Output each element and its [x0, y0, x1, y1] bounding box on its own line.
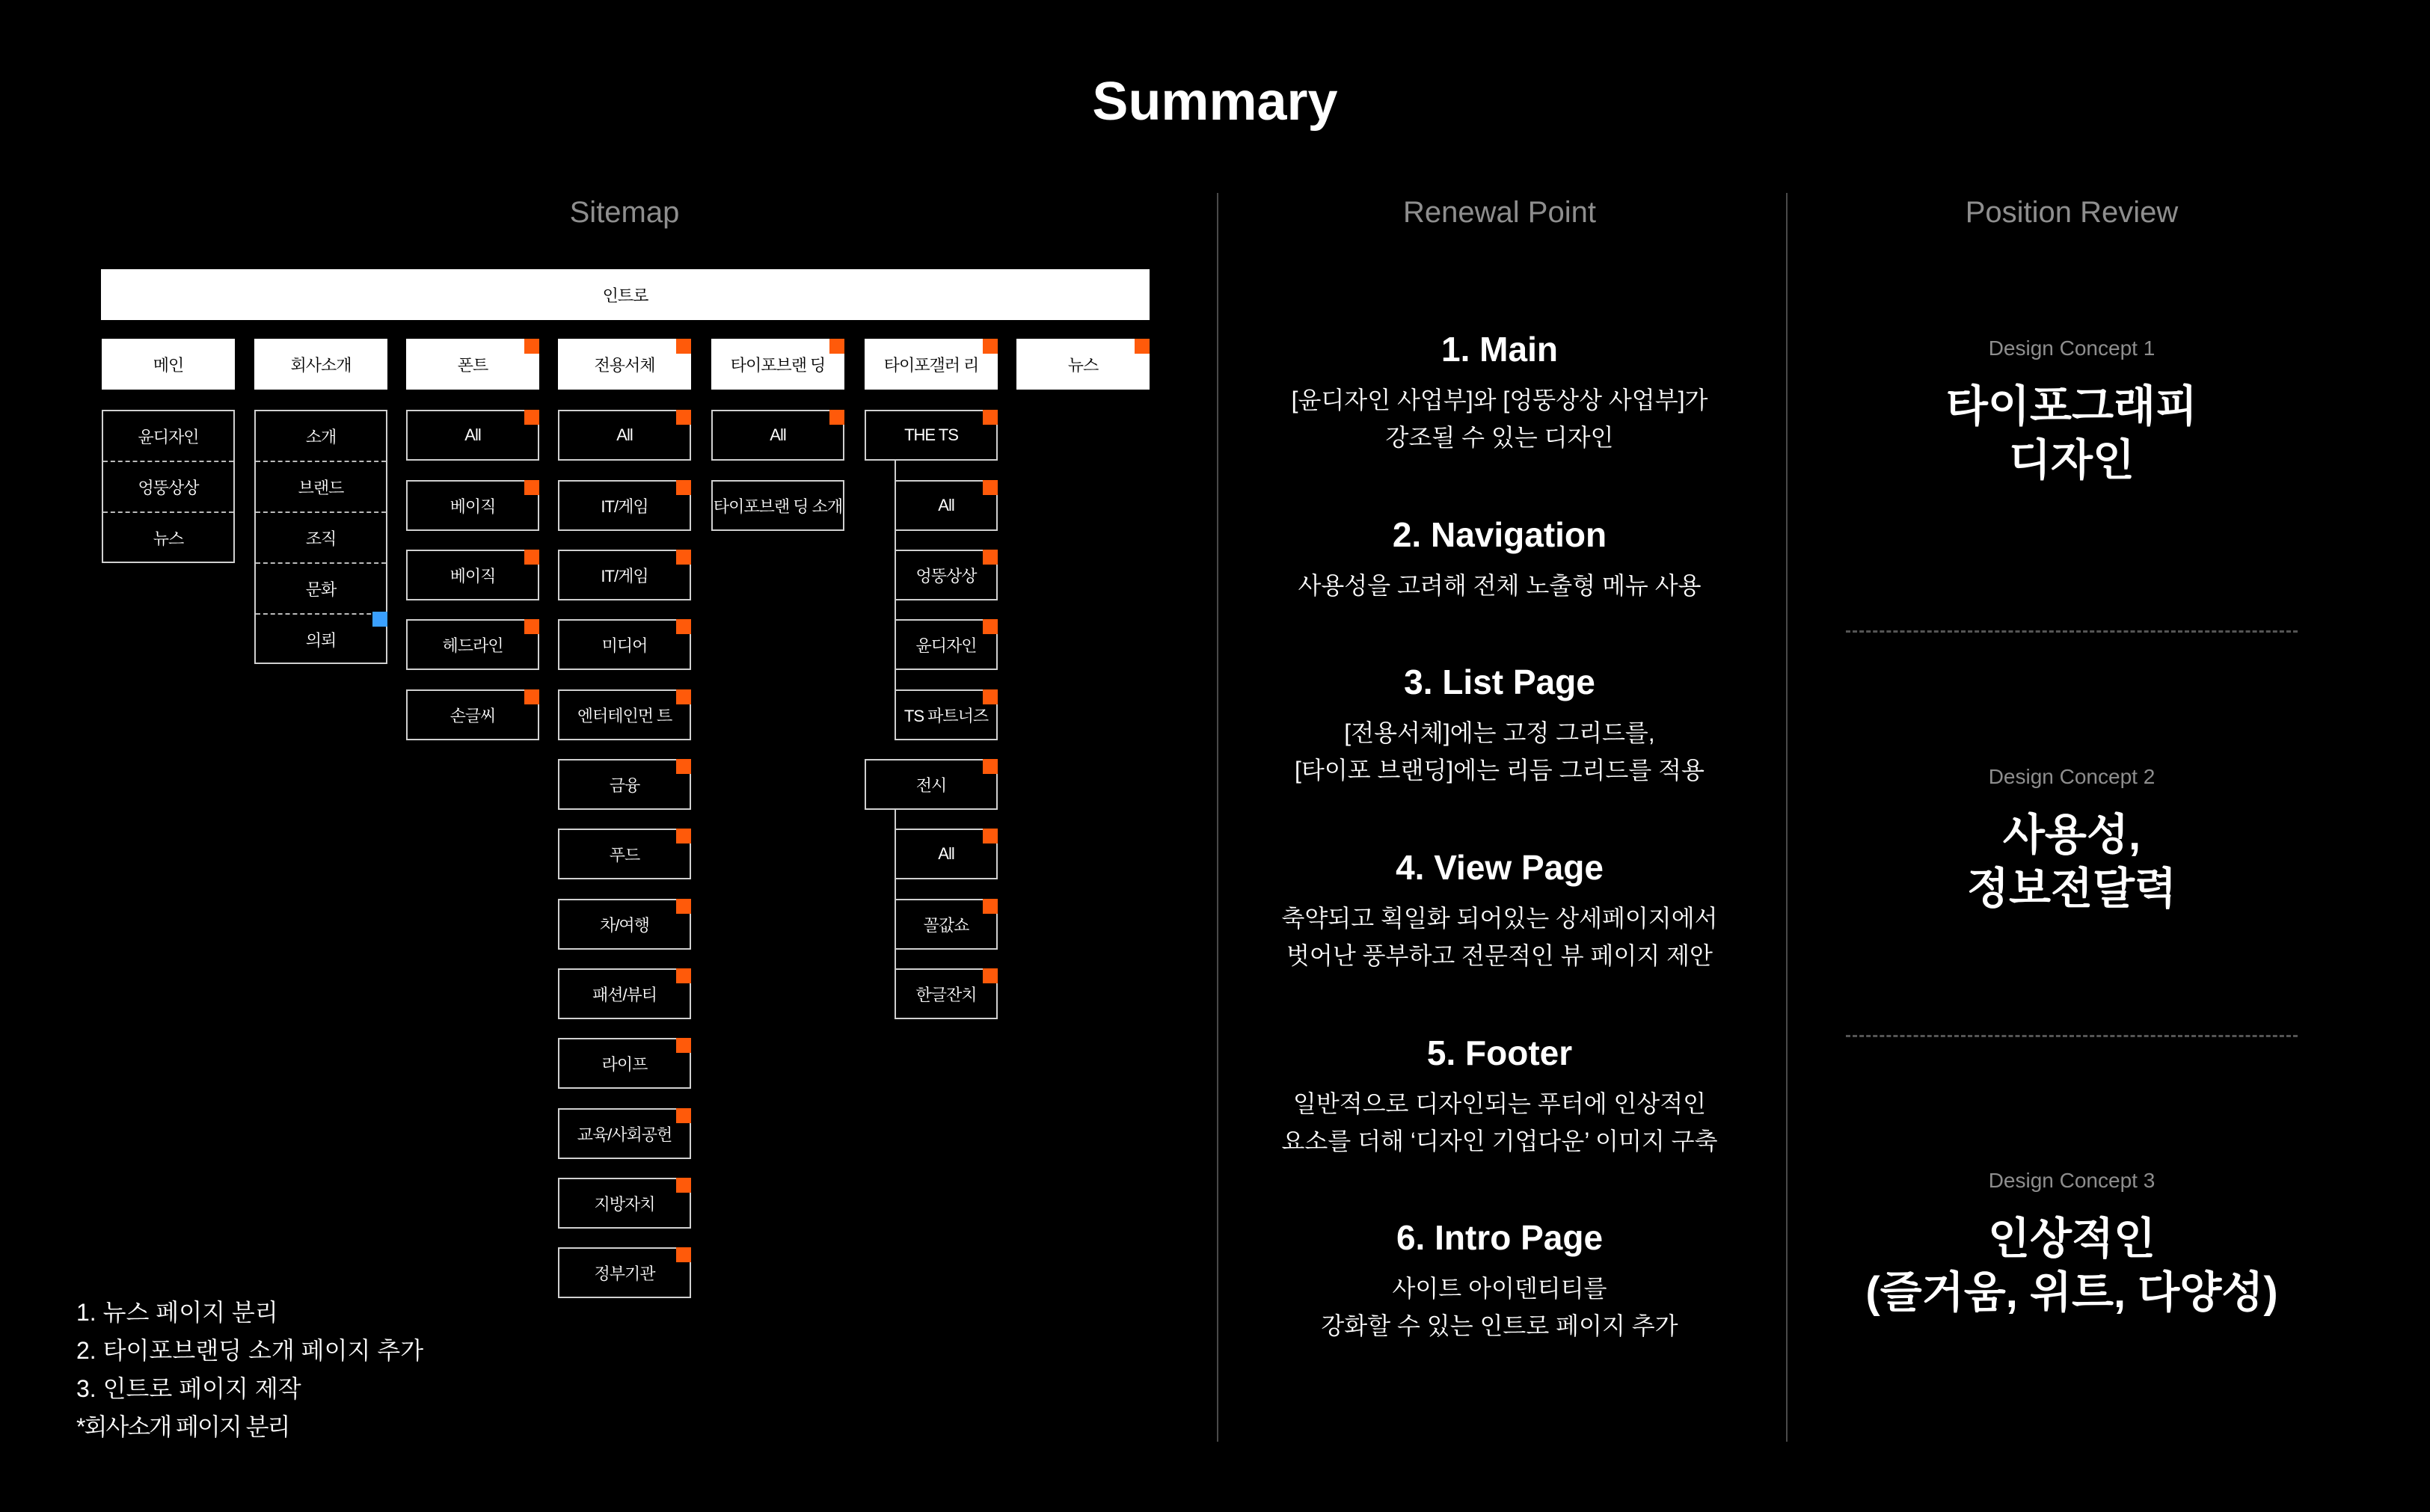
update-marker: [983, 410, 998, 425]
sitemap-note: 2. 타이포브랜딩 소개 페이지 추가: [76, 1337, 424, 1364]
submenu-item[interactable]: 뉴스: [153, 529, 184, 548]
renewal-point-text: 강조될 수 있는 디자인: [1385, 424, 1614, 451]
design-concept-text: 타이포그래피: [1945, 382, 2198, 431]
concept-divider: [1846, 1035, 2298, 1037]
gallery-group-exhibition[interactable]: 전시: [865, 759, 998, 810]
custom-font-item[interactable]: 교육/사회공헌: [558, 1108, 691, 1159]
update-marker: [676, 339, 691, 354]
main-submenu: [102, 410, 235, 563]
nav-typo-gallery[interactable]: 타이포갤러 리: [865, 339, 998, 390]
update-marker: [676, 619, 691, 634]
renewal-point-text: [타이포 브랜딩]에는 리듬 그리드를 적용: [1295, 757, 1705, 784]
sitemap-note: *회사소개 페이지 분리: [76, 1413, 289, 1440]
font-item[interactable]: All: [406, 410, 539, 461]
gallery-item[interactable]: 윤디자인: [895, 619, 998, 670]
custom-font-item[interactable]: 차/여행: [558, 899, 691, 950]
nav-news[interactable]: 뉴스: [1016, 339, 1150, 390]
update-marker: [676, 968, 691, 983]
update-marker: [983, 899, 998, 914]
nav-typo-branding[interactable]: 타이포브랜 딩: [711, 339, 844, 390]
highlight-marker: [372, 612, 387, 627]
update-marker: [676, 1247, 691, 1262]
update-marker: [676, 899, 691, 914]
typo-branding-item[interactable]: All: [711, 410, 844, 461]
typo-branding-item[interactable]: 타이포브랜 딩 소개: [711, 480, 844, 531]
custom-font-item[interactable]: 미디어: [558, 619, 691, 670]
update-marker: [524, 480, 539, 495]
submenu-item[interactable]: 엉뚱상상: [138, 478, 199, 497]
update-marker: [676, 480, 691, 495]
position-heading: Position Review: [1965, 196, 2179, 229]
renewal-point-title: 1. Main: [1441, 330, 1558, 369]
custom-font-item[interactable]: IT/게임: [558, 550, 691, 600]
update-marker: [676, 1108, 691, 1123]
submenu-item[interactable]: 브랜드: [298, 478, 344, 497]
renewal-point-title: 4. View Page: [1396, 848, 1604, 887]
gallery-item[interactable]: All: [895, 829, 998, 879]
design-concept-label: Design Concept 2: [1988, 765, 2156, 788]
custom-font-item[interactable]: 엔터테인먼 트: [558, 689, 691, 740]
design-concept-label: Design Concept 3: [1988, 1169, 2156, 1192]
custom-font-item[interactable]: 푸드: [558, 829, 691, 879]
update-marker: [983, 550, 998, 565]
update-marker: [983, 968, 998, 983]
custom-font-item[interactable]: IT/게임: [558, 480, 691, 531]
renewal-point-title: 2. Navigation: [1392, 515, 1607, 554]
gallery-item[interactable]: 한글잔치: [895, 968, 998, 1019]
custom-font-item[interactable]: 라이프: [558, 1038, 691, 1089]
gallery-group-the-ts[interactable]: THE TS: [865, 410, 998, 461]
update-marker: [524, 619, 539, 634]
nav-main[interactable]: 메인: [102, 339, 235, 390]
gallery-item[interactable]: TS 파트너즈: [895, 689, 998, 740]
design-concept-text: 사용성,: [2002, 811, 2141, 859]
design-concept-text: (즐거움, 위트, 다양성): [1865, 1268, 2278, 1317]
submenu-item[interactable]: 조직: [305, 529, 337, 548]
nav-company[interactable]: 회사소개: [254, 339, 387, 390]
sitemap-root-intro[interactable]: 인트로: [101, 269, 1150, 320]
gallery-item[interactable]: 엉뚱상상: [895, 550, 998, 600]
design-concept-text: 정보전달력: [1966, 864, 2177, 913]
renewal-heading: Renewal Point: [1403, 196, 1596, 229]
gallery-item[interactable]: 꼴값쇼: [895, 899, 998, 950]
custom-font-item[interactable]: 정부기관: [558, 1247, 691, 1298]
renewal-point-title: 5. Footer: [1426, 1033, 1573, 1072]
sitemap-heading: Sitemap: [569, 196, 680, 229]
update-marker: [983, 689, 998, 704]
update-marker: [983, 829, 998, 843]
custom-font-item[interactable]: All: [558, 410, 691, 461]
font-item[interactable]: 손글씨: [406, 689, 539, 740]
update-marker: [524, 689, 539, 704]
sitemap-note: 3. 인트로 페이지 제작: [76, 1375, 301, 1402]
design-concept-label: Design Concept 1: [1988, 336, 2156, 360]
submenu-item[interactable]: 윤디자인: [138, 427, 199, 446]
update-marker: [524, 550, 539, 565]
design-concept-text: 인상적인: [1987, 1214, 2156, 1263]
concept-divider: [1846, 630, 2298, 633]
update-marker: [676, 550, 691, 565]
renewal-point-title: 6. Intro Page: [1396, 1218, 1604, 1257]
update-marker: [1135, 339, 1150, 354]
update-marker: [676, 689, 691, 704]
font-item[interactable]: 베이직: [406, 480, 539, 531]
renewal-point-text: [전용서체]에는 고정 그리드를,: [1344, 719, 1655, 746]
font-item[interactable]: 헤드라인: [406, 619, 539, 670]
gallery-item[interactable]: All: [895, 480, 998, 531]
update-marker: [676, 1178, 691, 1193]
submenu-item[interactable]: 문화: [305, 580, 337, 599]
sitemap-note: 1. 뉴스 페이지 분리: [76, 1299, 278, 1326]
column-divider: [1217, 193, 1218, 1442]
update-marker: [983, 339, 998, 354]
nav-font[interactable]: 폰트: [406, 339, 539, 390]
renewal-point-text: 축약되고 획일화 되어있는 상세페이지에서: [1281, 905, 1718, 932]
update-marker: [829, 410, 844, 425]
renewal-point-text: 요소를 더해 ‘디자인 기업다운’ 이미지 구축: [1281, 1128, 1718, 1155]
custom-font-item[interactable]: 금융: [558, 759, 691, 810]
renewal-point-text: 일반적으로 디자인되는 푸터에 인상적인: [1292, 1090, 1707, 1117]
nav-custom-font[interactable]: 전용서체: [558, 339, 691, 390]
update-marker: [676, 759, 691, 774]
font-item[interactable]: 베이직: [406, 550, 539, 600]
submenu-item[interactable]: 소개: [305, 427, 337, 446]
renewal-point-text: 사용성을 고려해 전체 노출형 메뉴 사용: [1298, 572, 1702, 599]
design-concept-text: 디자인: [2008, 436, 2135, 485]
update-marker: [829, 339, 844, 354]
company-submenu: [254, 410, 387, 664]
update-marker: [524, 339, 539, 354]
submenu-item[interactable]: 의뢰: [305, 630, 337, 650]
renewal-point-title: 3. List Page: [1404, 663, 1595, 701]
update-marker: [983, 759, 998, 774]
update-marker: [983, 480, 998, 495]
renewal-point-text: 벗어난 풍부하고 전문적인 뷰 페이지 제안: [1286, 942, 1713, 969]
update-marker: [983, 619, 998, 634]
renewal-point-text: 강화할 수 있는 인트로 페이지 추가: [1321, 1312, 1678, 1339]
custom-font-item[interactable]: 지방자치: [558, 1178, 691, 1229]
update-marker: [676, 410, 691, 425]
page-title: Summary: [1092, 72, 1338, 132]
custom-font-item[interactable]: 패션/뷰티: [558, 968, 691, 1019]
renewal-point-text: [윤디자인 사업부]와 [엉뚱상상 사업부]가: [1291, 387, 1708, 414]
update-marker: [676, 829, 691, 843]
renewal-point-text: 사이트 아이덴티티를: [1392, 1275, 1607, 1302]
update-marker: [524, 410, 539, 425]
update-marker: [676, 1038, 691, 1053]
